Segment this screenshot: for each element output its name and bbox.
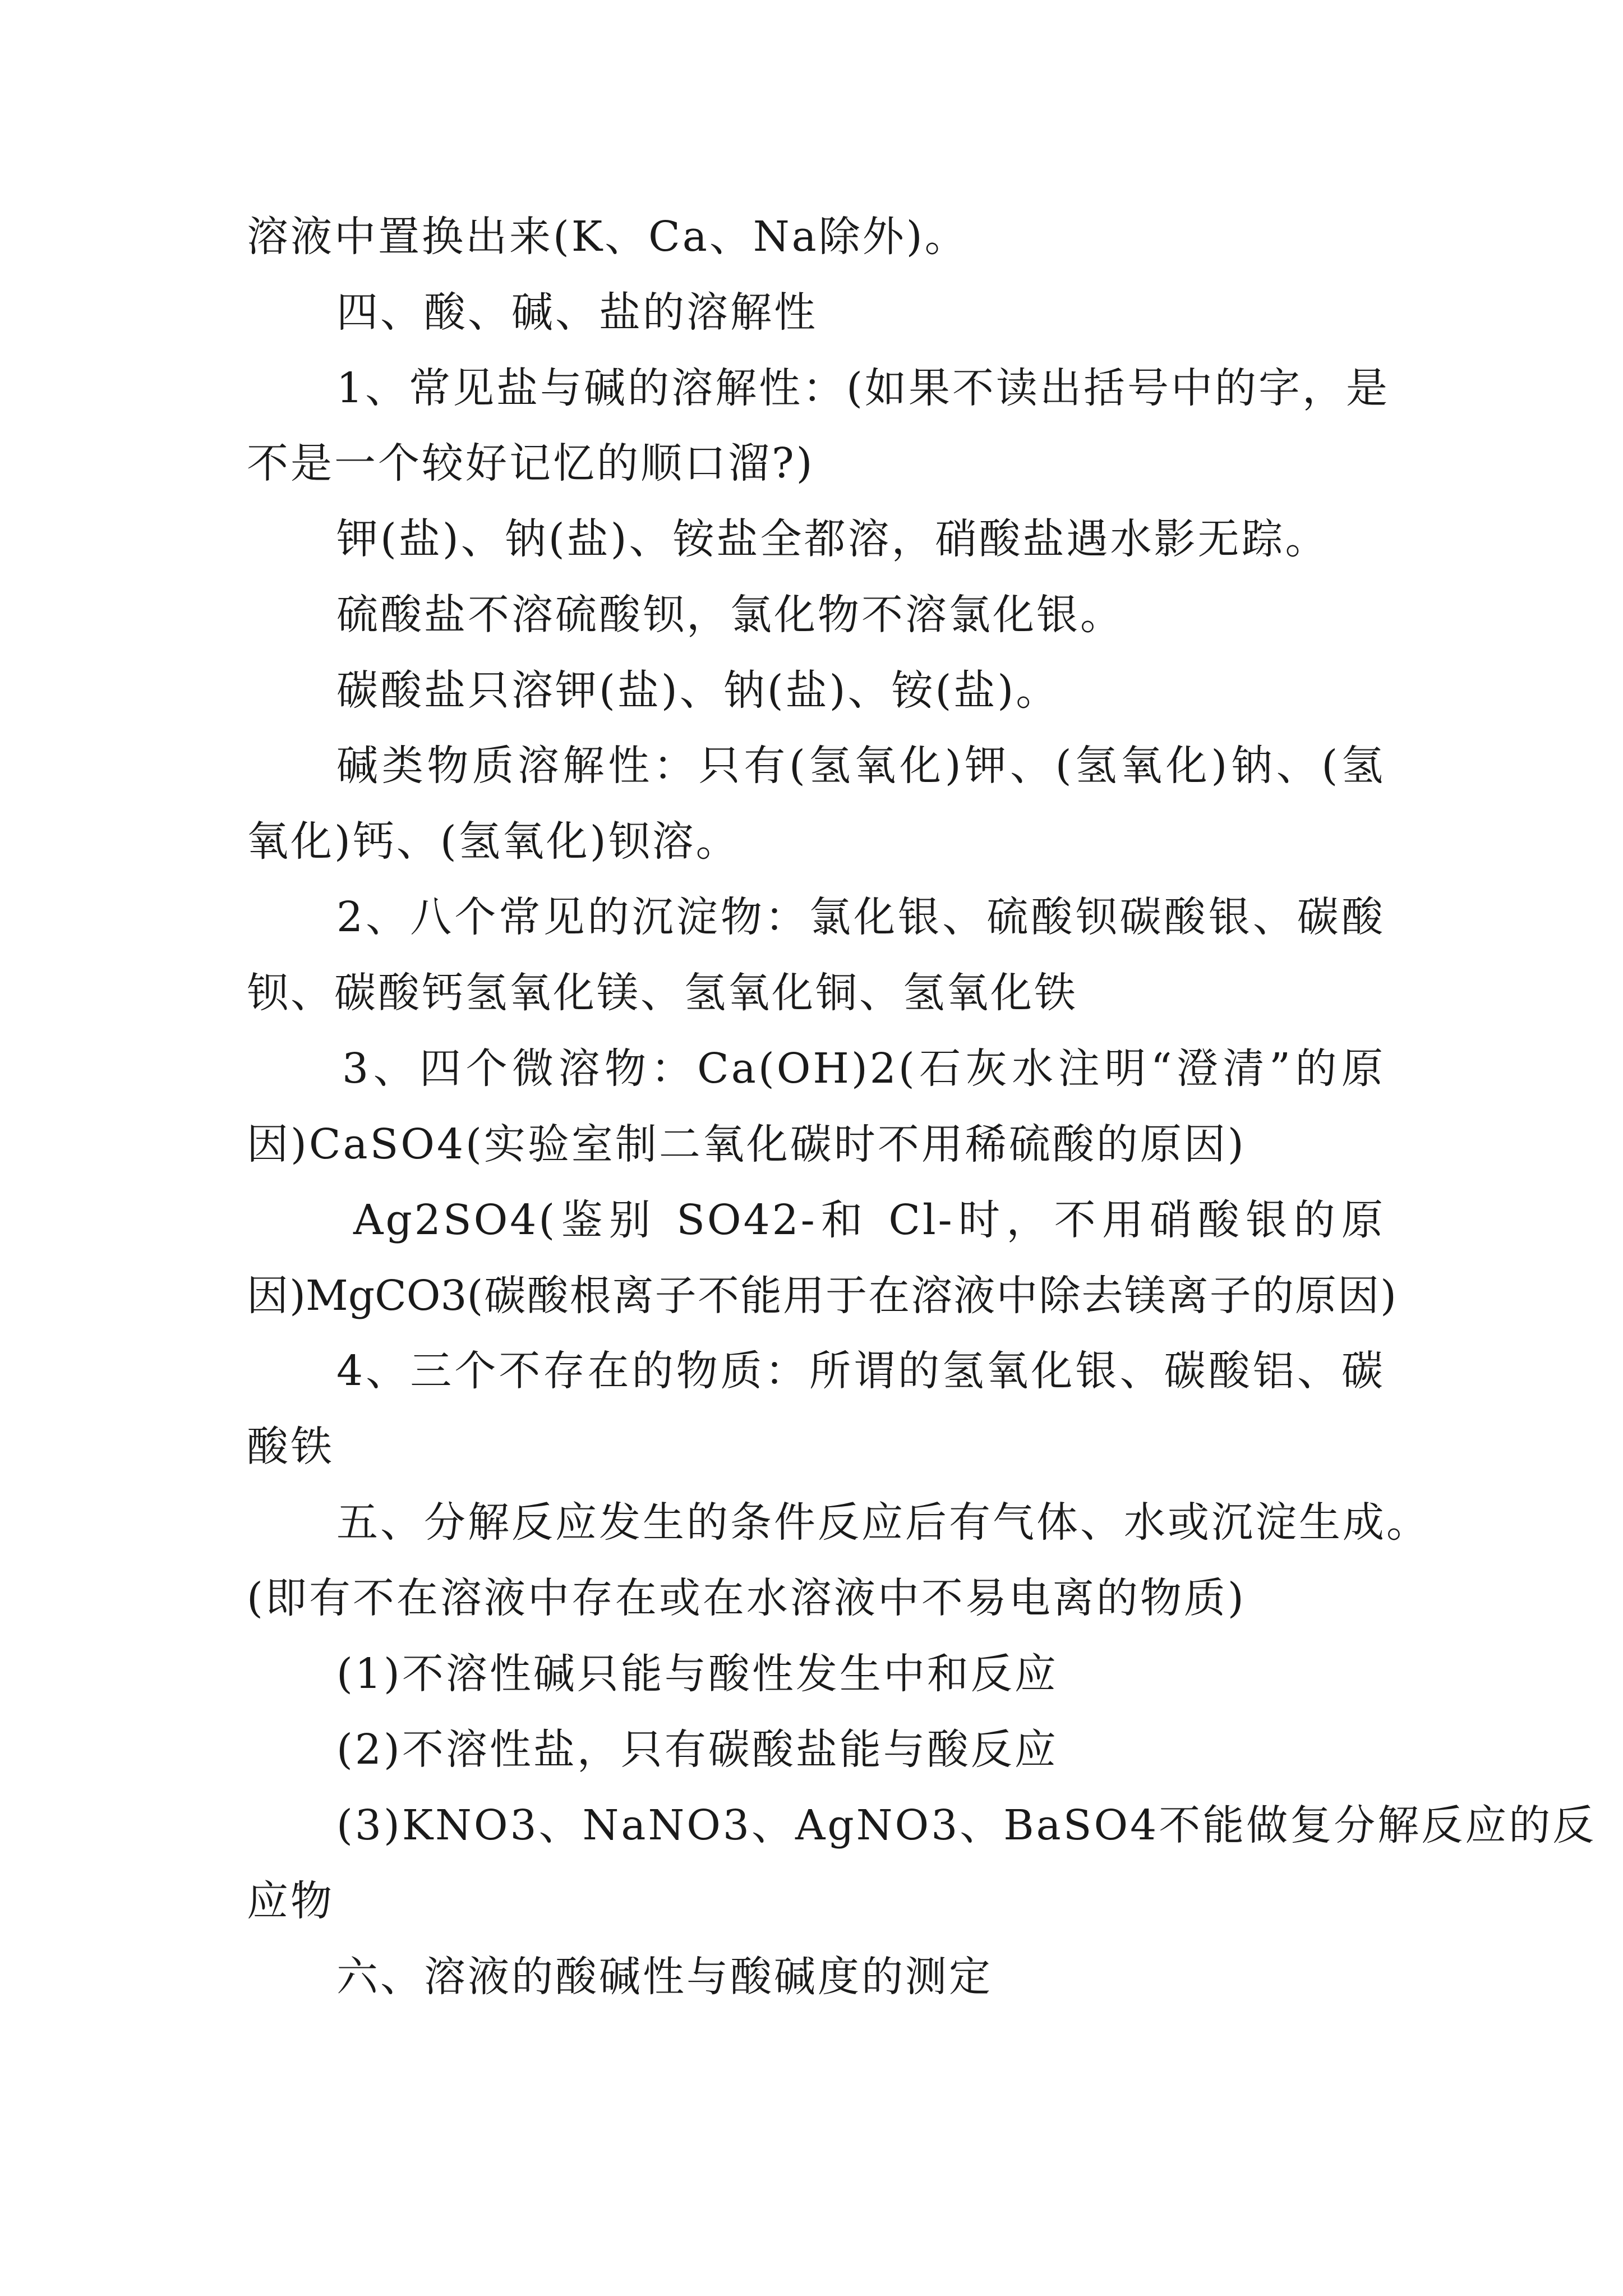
text-line-22: (3)KNO3、NaNO3、AgNO3、BaSO4不能做复分解反应的反 xyxy=(336,1801,1597,1849)
text-line-19: (即有不在溶液中存在或在水溶液中不易电离的物质) xyxy=(247,1574,1246,1622)
text-line-7: 碳酸盐只溶钾(盐)、钠(盐)、铵(盐)。 xyxy=(336,666,1060,715)
text-line-8: 碱类物质溶解性：只有(氢氧化)钾、(氢氧化)钠、(氢 xyxy=(336,742,1385,790)
text-line-15: 因)MgCO3(碳酸根离子不能用于在溶液中除去镁离子的原因) xyxy=(247,1272,1396,1320)
text-line-13: 因)CaSO4(实验室制二氧化碳时不用稀硫酸的原因) xyxy=(247,1120,1246,1168)
text-line-10: 2、八个常见的沉淀物：氯化银、硫酸钡碳酸银、碳酸 xyxy=(336,893,1385,941)
text-line-3: 1、常见盐与碱的溶解性：(如果不读出括号中的字，是 xyxy=(336,364,1390,412)
section-heading-4: 四、酸、碱、盐的溶解性 xyxy=(336,288,818,337)
text-line-5: 钾(盐)、钠(盐)、铵盐全都溶，硝酸盐遇水影无踪。 xyxy=(336,515,1329,563)
section-heading-6: 六、溶液的酸碱性与酸碱度的测定 xyxy=(336,1953,993,2001)
text-line-1: 溶液中置换出来(K、Ca、Na除外)。 xyxy=(247,213,969,261)
text-line-14: Ag2SO4(鉴别 SO42-和 Cl-时，不用硝酸银的原 xyxy=(353,1196,1385,1244)
text-line-12: 3、四个微溶物：Ca(OH)2(石灰水注明“澄清”的原 xyxy=(342,1045,1385,1093)
text-line-16: 4、三个不存在的物质：所谓的氢氧化银、碳酸铝、碳 xyxy=(336,1347,1385,1395)
text-line-23: 应物 xyxy=(247,1877,334,1925)
text-line-4: 不是一个较好记忆的顺口溜?) xyxy=(247,439,815,487)
text-line-9: 氧化)钙、(氢氧化)钡溶。 xyxy=(247,817,740,866)
text-line-11: 钡、碳酸钙氢氧化镁、氢氧化铜、氢氧化铁 xyxy=(247,969,1078,1017)
text-line-17: 酸铁 xyxy=(247,1423,334,1471)
text-line-6: 硫酸盐不溶硫酸钡，氯化物不溶氯化银。 xyxy=(336,591,1124,639)
text-line-20: (1)不溶性碱只能与酸性发生中和反应 xyxy=(336,1650,1058,1698)
text-line-21: (2)不溶性盐，只有碳酸盐能与酸反应 xyxy=(336,1726,1058,1774)
section-heading-5: 五、分解反应发生的条件反应后有气体、水或沉淀生成。 xyxy=(336,1498,1430,1547)
